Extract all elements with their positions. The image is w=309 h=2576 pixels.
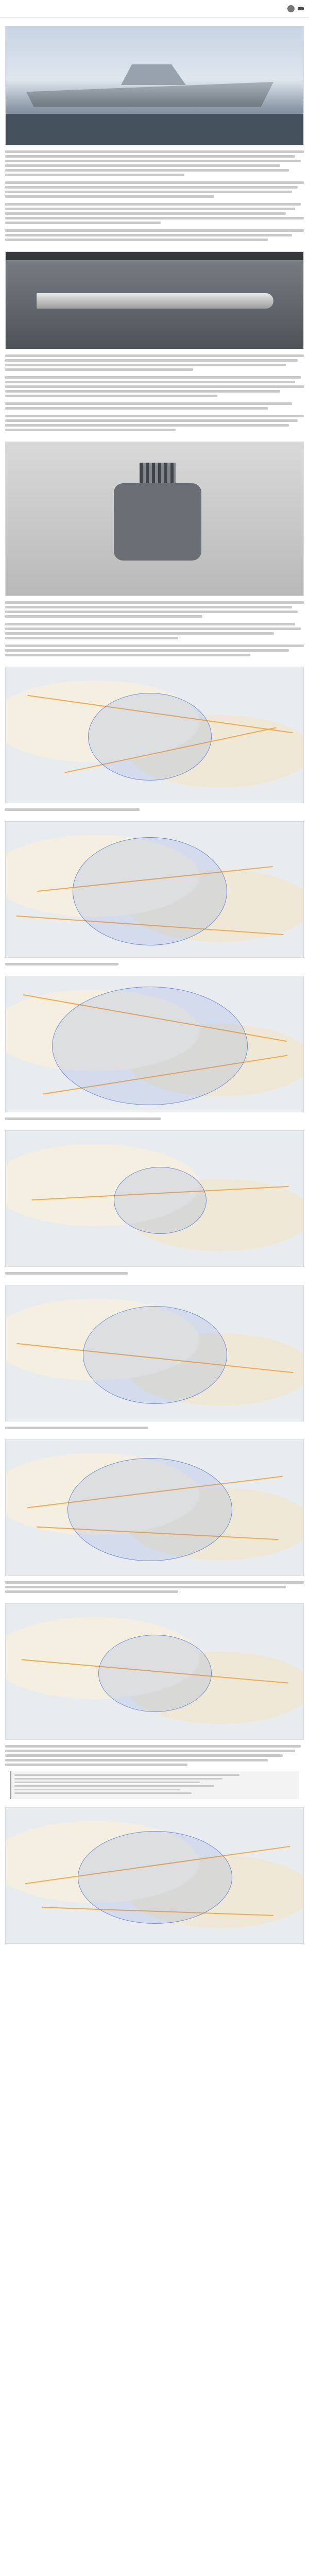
article-image-ship: [5, 26, 304, 145]
date-line: [0, 18, 309, 23]
range-circle: [88, 693, 212, 781]
text-block-6: [0, 1115, 309, 1127]
range-circle: [78, 1831, 232, 1924]
map-image-5: [5, 1285, 304, 1421]
page-header: [0, 0, 309, 18]
header-actions: [287, 5, 304, 12]
ship-superstructure: [114, 64, 186, 85]
map-image-2: [5, 821, 304, 958]
text-block-5: [0, 961, 309, 973]
image-caption-strip: [6, 252, 303, 260]
header-button[interactable]: [298, 7, 304, 10]
range-circle: [52, 987, 248, 1105]
missile-body: [37, 293, 273, 309]
text-block-1: [0, 148, 309, 248]
text-block-10: [0, 1743, 309, 1804]
article-image-turret: [5, 442, 304, 596]
map-image-4: [5, 1130, 304, 1267]
text-block-9: [0, 1579, 309, 1600]
avatar[interactable]: [287, 5, 295, 12]
text-block-8: [0, 1425, 309, 1436]
range-circle: [114, 1167, 207, 1234]
range-circle: [67, 1458, 232, 1561]
ship-hull: [26, 82, 273, 107]
map-image-1: [5, 667, 304, 803]
map-image-8: [5, 1807, 304, 1944]
range-circle: [98, 1635, 212, 1712]
text-block-4: [0, 806, 309, 818]
map-image-3: [5, 976, 304, 1112]
map-image-7: [5, 1603, 304, 1740]
map-image-6: [5, 1439, 304, 1576]
text-block-2: [0, 352, 309, 438]
display-stand: [6, 114, 303, 145]
article-image-missile: [5, 251, 304, 349]
text-block-7: [0, 1270, 309, 1282]
text-block-3: [0, 599, 309, 664]
range-circle: [73, 837, 227, 945]
turret-gun: [114, 483, 201, 561]
summary-box: [10, 1771, 299, 1799]
range-circle: [83, 1306, 227, 1404]
